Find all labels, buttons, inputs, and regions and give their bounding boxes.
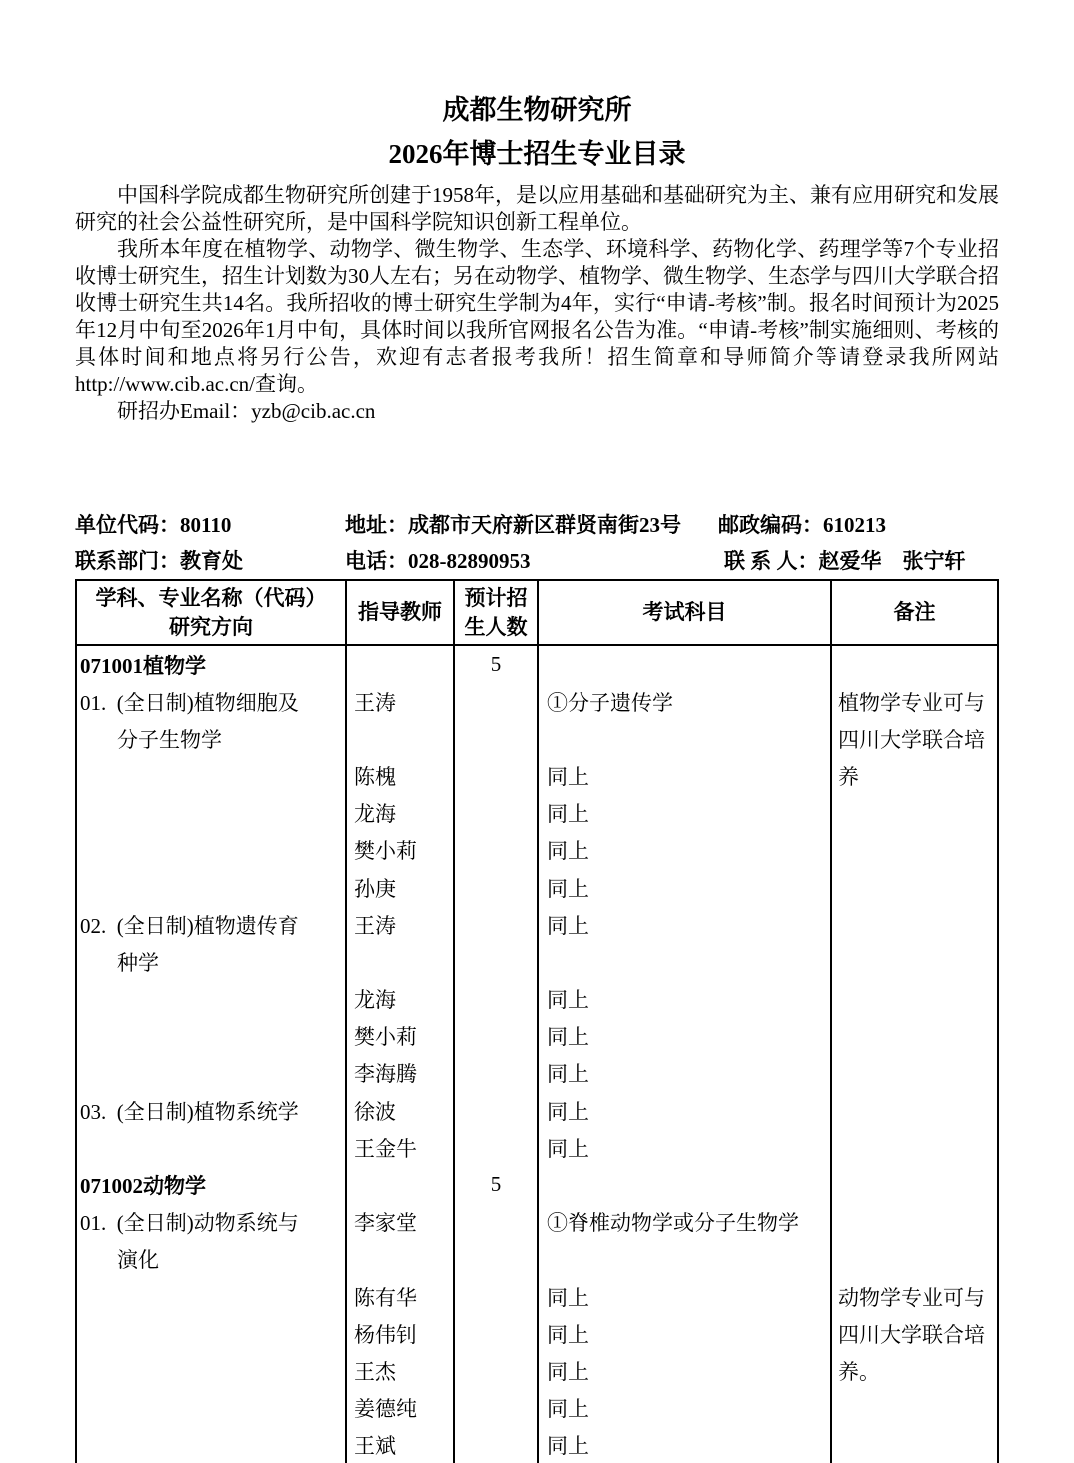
cell-enrollment [453,1129,537,1166]
cell-tutor: 孙庚 [345,869,453,906]
cell-major [77,981,345,1018]
unit-code-label: 单位代码： [75,513,180,537]
cell-exam-subject: 同上 [537,1018,830,1055]
cell-major: 分子生物学 [117,727,222,752]
cell-exam-subject: 同上 [537,795,830,832]
contact-dept [75,543,243,579]
table-row [77,683,997,720]
cell-enrollment [453,832,537,869]
table-row [77,1315,997,1352]
cell-remark: 植物学专业可与 [830,683,997,720]
page-content [75,0,999,1463]
unit-code-value: 80110 [180,513,232,537]
cell-exam-subject [537,943,830,980]
cell-exam-subject: 同上 [537,906,830,943]
cell-major [77,758,345,795]
info-row-2 [75,543,999,579]
cell-exam-subject: 同上 [537,1129,830,1166]
cell-major: 01. (全日制)动物系统与 [80,1211,299,1236]
cell-major [77,1315,345,1352]
postcode [718,507,886,543]
cell-major: 01. (全日制)植物细胞及 [80,690,299,715]
header-major [77,581,345,644]
cell-tutor: 王涛 [345,906,453,943]
paragraph: 我所本年度在植物学、动物学、微生物学、生态学、环境科学、药物化学、药理学等7个专业招收博士研究生，招生计划数为30人左右；另在动物学、植物学、微生物学、生态学与四川大学联合招收博士研究生共14名。我所招收的博士研究生学制为4年，实行“申请-考核”制。报名时间预计为2025年12月中旬至2026年1月中旬，具体时间以我所官网报名公告为准。“申请-考核”制实施细则、考核的具体时间和地点将另行公告，欢迎有志者报考我所！招生简章和导师简介等请登录我所网站http://www.cib.ac.cn/查询。 [75,237,999,396]
cell-tutor: 陈槐 [345,758,453,795]
cell-remark: 养。 [830,1352,997,1389]
table-row [77,1092,997,1129]
phone-value: 028-82890953 [408,549,531,573]
cell-tutor: 龙海 [345,795,453,832]
table-row [77,758,997,795]
cell-exam-subject: 同上 [537,981,830,1018]
table-row [77,646,997,683]
table-row [77,1018,997,1055]
cell-major: 演化 [117,1248,159,1273]
cell-exam-subject: 同上 [537,758,830,795]
cell-exam-subject [537,646,830,683]
cell-exam-subject: ①分子遗传学 [537,683,830,720]
cell-exam-subject: 同上 [537,1055,830,1092]
postcode-value: 610213 [823,513,886,537]
cell-enrollment: 5 [453,1166,537,1203]
cell-remark [830,832,997,869]
address-label: 地址： [345,513,408,537]
table-row [77,1204,997,1241]
cell-exam-subject [537,1166,830,1203]
cell-major [77,1055,345,1092]
cell-enrollment [453,720,537,757]
cell-major: 02. (全日制)植物遗传育 [80,913,299,938]
cell-major [77,795,345,832]
contact-info [75,507,999,579]
cell-major: 071001植物学 [80,653,206,678]
cell-remark [830,869,997,906]
cell-enrollment [453,943,537,980]
table-row [77,1166,997,1203]
cell-enrollment [453,1315,537,1352]
paragraph: 中国科学院成都生物研究所创建于1958年，是以应用基础和基础研究为主、兼有应用研究和发展研究的社会公益性研究所，是中国科学院知识创新工程单位。 [75,183,999,234]
cell-enrollment [453,1241,537,1278]
cell-remark [830,1129,997,1166]
postcode-label: 邮政编码： [718,513,823,537]
cell-tutor: 李海腾 [345,1055,453,1092]
header-enrollment-line1: 预计招 [464,585,528,610]
dept-value: 教育处 [180,549,243,573]
cell-exam-subject: 同上 [537,869,830,906]
table-row [77,1352,997,1389]
cell-tutor: 王金牛 [345,1129,453,1166]
table-row [77,1241,997,1278]
cell-remark: 四川大学联合培 [830,1315,997,1352]
table-row [77,1129,997,1166]
cell-tutor: 王斌 [345,1427,453,1463]
cell-tutor: 陈有华 [345,1278,453,1315]
header-major-line2: 研究方向 [169,614,253,639]
cell-remark [830,1389,997,1426]
cell-remark [830,795,997,832]
cell-remark: 动物学专业可与 [830,1278,997,1315]
cell-exam-subject [537,720,830,757]
cell-tutor [345,720,453,757]
cell-enrollment [453,1278,537,1315]
cell-remark: 养 [830,758,997,795]
admissions-table [75,579,999,1463]
table-row [77,1389,997,1426]
cell-enrollment [453,1018,537,1055]
cell-remark [830,906,997,943]
cell-exam-subject [537,1241,830,1278]
cell-major [77,1018,345,1055]
cell-enrollment [453,758,537,795]
cell-exam-subject: 同上 [537,1278,830,1315]
table-row [77,1055,997,1092]
cell-exam-subject: ①脊椎动物学或分子生物学 [537,1204,830,1241]
cell-enrollment [453,1352,537,1389]
header-tutor: 指导教师 [345,581,453,644]
table-row [77,943,997,980]
cell-tutor: 李家堂 [345,1204,453,1241]
cell-major [77,869,345,906]
phone-label: 电话： [345,549,408,573]
table-row [77,832,997,869]
cell-remark [830,1241,997,1278]
info-row-1 [75,507,999,543]
table-row [77,795,997,832]
cell-tutor: 姜德纯 [345,1389,453,1426]
cell-remark [830,1018,997,1055]
cell-enrollment [453,1204,537,1241]
table-row [77,1278,997,1315]
cell-exam-subject: 同上 [537,832,830,869]
cell-remark: 四川大学联合培 [830,720,997,757]
cell-tutor [345,1241,453,1278]
cell-major: 071002动物学 [80,1173,206,1198]
cell-exam-subject: 同上 [537,1427,830,1463]
cell-enrollment [453,1092,537,1129]
unit-code [75,507,231,543]
paragraph: 研招办Email：yzb@cib.ac.cn [117,399,376,423]
header-remarks: 备注 [830,581,997,644]
address [345,507,681,543]
cell-major [77,1427,345,1463]
cell-remark [830,646,997,683]
cell-enrollment [453,906,537,943]
table-body [77,646,997,1463]
cell-tutor: 樊小莉 [345,832,453,869]
table-row [77,981,997,1018]
cell-remark [830,1055,997,1092]
cell-tutor: 龙海 [345,981,453,1018]
cell-exam-subject: 同上 [537,1315,830,1352]
cell-major [77,1352,345,1389]
header-enrollment [453,581,537,644]
cell-exam-subject: 同上 [537,1092,830,1129]
cell-remark [830,943,997,980]
cell-tutor [345,943,453,980]
cell-exam-subject: 同上 [537,1352,830,1389]
cell-tutor: 王杰 [345,1352,453,1389]
phone [345,543,531,579]
header-major-line1: 学科、专业名称（代码） [95,585,327,610]
cell-remark [830,1092,997,1129]
contact-value: 赵爱华 张宁轩 [818,549,966,573]
cell-enrollment [453,795,537,832]
cell-major: 03. (全日制)植物系统学 [80,1099,299,1124]
table-row [77,720,997,757]
cell-tutor: 徐波 [345,1092,453,1129]
table-row [77,1427,997,1463]
cell-exam-subject: 同上 [537,1389,830,1426]
cell-tutor [345,1166,453,1203]
cell-enrollment [453,981,537,1018]
intro-paragraphs [75,182,999,425]
table-header-row [77,581,997,646]
doc-subtitle: 2026年博士招生专业目录 [388,139,686,169]
contact-label: 联 系 人： [724,549,819,573]
cell-enrollment: 5 [453,646,537,683]
cell-remark [830,1204,997,1241]
contact-person [724,543,966,579]
cell-remark [830,981,997,1018]
cell-enrollment [453,869,537,906]
cell-tutor [345,646,453,683]
doc-title: 成都生物研究所 [442,95,632,125]
cell-enrollment [453,1055,537,1092]
document-header [75,0,999,176]
header-enrollment-line2: 生人数 [464,614,528,639]
cell-remark [830,1166,997,1203]
cell-remark [830,1427,997,1463]
cell-enrollment [453,1427,537,1463]
cell-major [77,832,345,869]
address-value: 成都市天府新区群贤南街23号 [408,513,681,537]
cell-major: 种学 [117,950,159,975]
cell-tutor: 樊小莉 [345,1018,453,1055]
cell-tutor: 杨伟钊 [345,1315,453,1352]
cell-major [77,1129,345,1166]
cell-major [77,1389,345,1426]
cell-major [77,1278,345,1315]
dept-label: 联系部门： [75,549,180,573]
cell-enrollment [453,683,537,720]
table-row [77,869,997,906]
cell-tutor: 王涛 [345,683,453,720]
table-row [77,906,997,943]
header-exam-subjects: 考试科目 [537,581,830,644]
cell-enrollment [453,1389,537,1426]
